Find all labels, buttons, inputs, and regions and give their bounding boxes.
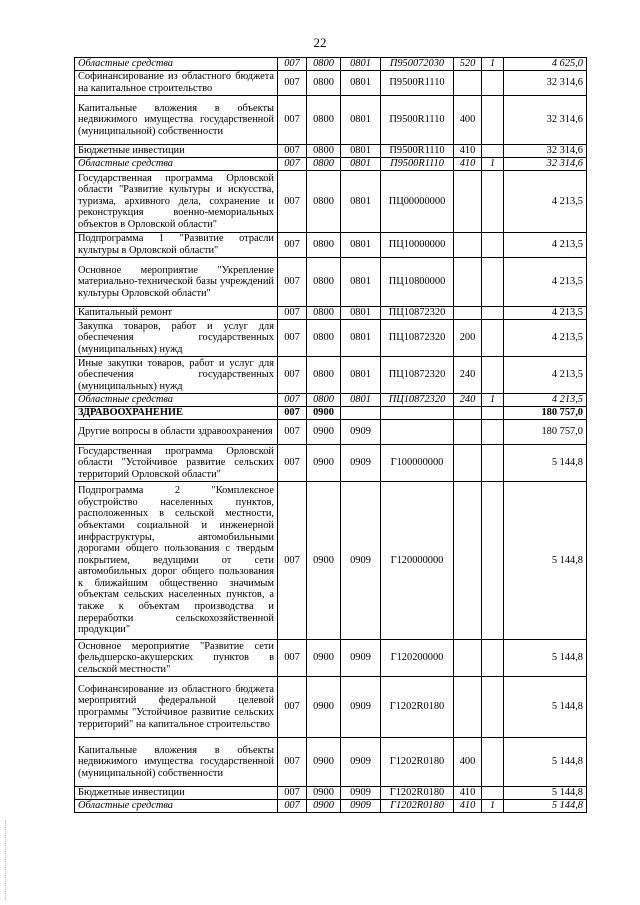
- subsection-code-cell: 0801: [341, 158, 381, 171]
- section-code-cell: 0800: [307, 58, 341, 71]
- expense-type-cell: [454, 307, 482, 320]
- subsection-code-cell: 0801: [341, 96, 381, 145]
- subsection-code-cell: 0801: [341, 58, 381, 71]
- amount-cell: 4 213,5: [504, 233, 587, 258]
- amount-cell: 4 213,5: [504, 307, 587, 320]
- row-name-cell: Закупка товаров, работ и услуг для обеспечения государственных (муниципальных) нужд: [75, 320, 278, 357]
- row-name-cell: Другие вопросы в области здравоохранения: [75, 420, 278, 445]
- amount-cell: 32 314,6: [504, 158, 587, 171]
- table-row: [75, 158, 587, 171]
- target-code-cell: П9500R1110: [381, 158, 454, 171]
- source-code-cell: [482, 320, 504, 357]
- expense-type-cell: [454, 482, 482, 640]
- subsection-code-cell: 0801: [341, 145, 381, 158]
- table-row: [75, 171, 587, 233]
- row-name-cell: Иные закупки товаров, работ и услуг для обеспечения государственных (муниципальных) нужд: [75, 357, 278, 394]
- section-code-cell: 0900: [307, 677, 341, 738]
- subsection-code-cell: 0909: [341, 800, 381, 813]
- amount-cell: 5 144,8: [504, 445, 587, 482]
- chapter-code-cell: 007: [278, 482, 307, 640]
- target-code-cell: ПЦ10800000: [381, 258, 454, 307]
- section-code-cell: 0800: [307, 233, 341, 258]
- expense-type-cell: 400: [454, 96, 482, 145]
- subsection-code-cell: 0801: [341, 71, 381, 96]
- row-name-cell: Областные средства: [75, 158, 278, 171]
- expense-type-cell: 410: [454, 787, 482, 800]
- source-code-cell: [482, 407, 504, 420]
- expense-type-cell: 200: [454, 320, 482, 357]
- expense-type-cell: 240: [454, 357, 482, 394]
- table-row: [75, 394, 587, 407]
- row-name-cell: ЗДРАВООХРАНЕНИЕ: [75, 407, 278, 420]
- target-code-cell: П950072030: [381, 58, 454, 71]
- target-code-cell: ПЦ00000000: [381, 171, 454, 233]
- table-row: [75, 258, 587, 307]
- chapter-code-cell: 007: [278, 145, 307, 158]
- section-code-cell: 0800: [307, 394, 341, 407]
- target-code-cell: [381, 420, 454, 445]
- section-code-cell: 0900: [307, 787, 341, 800]
- table-row: [75, 307, 587, 320]
- source-code-cell: [482, 71, 504, 96]
- source-code-cell: 1: [482, 158, 504, 171]
- subsection-code-cell: 0801: [341, 394, 381, 407]
- source-code-cell: [482, 738, 504, 787]
- row-name-cell: Государственная программа Орловской области "Развитие культуры и искусства, туризма, архивного дела, сохранение и реконструкция военно-мемориальных объектов в Орловской области": [75, 171, 278, 233]
- expense-type-cell: [454, 71, 482, 96]
- chapter-code-cell: 007: [278, 738, 307, 787]
- amount-cell: 5 144,8: [504, 640, 587, 677]
- target-code-cell: ПЦ10872320: [381, 394, 454, 407]
- chapter-code-cell: 007: [278, 158, 307, 171]
- row-name-cell: Капитальные вложения в объекты недвижимого имущества государственной (муниципальной) собственности: [75, 738, 278, 787]
- row-name-cell: Областные средства: [75, 58, 278, 71]
- expense-type-cell: 410: [454, 158, 482, 171]
- subsection-code-cell: 0801: [341, 320, 381, 357]
- table-row: [75, 420, 587, 445]
- row-name-cell: Софинансирование из областного бюджета мероприятий федеральной целевой программы "Устойчивое развитие сельских территорий" на капитальное строительство: [75, 677, 278, 738]
- subsection-code-cell: 0801: [341, 307, 381, 320]
- amount-cell: 4 625,0: [504, 58, 587, 71]
- table-row: [75, 407, 587, 420]
- subsection-code-cell: 0909: [341, 640, 381, 677]
- target-code-cell: Г1202R0180: [381, 738, 454, 787]
- target-code-cell: ПЦ10872320: [381, 307, 454, 320]
- source-code-cell: [482, 171, 504, 233]
- amount-cell: 180 757,0: [504, 420, 587, 445]
- amount-cell: 4 213,5: [504, 357, 587, 394]
- amount-cell: 5 144,8: [504, 677, 587, 738]
- source-code-cell: [482, 145, 504, 158]
- source-code-cell: [482, 445, 504, 482]
- subsection-code-cell: 0801: [341, 171, 381, 233]
- row-name-cell: Областные средства: [75, 394, 278, 407]
- expense-type-cell: [454, 420, 482, 445]
- source-code-cell: 1: [482, 58, 504, 71]
- amount-cell: 4 213,5: [504, 394, 587, 407]
- page-number: 22: [313, 35, 327, 50]
- table-row: [75, 800, 587, 813]
- section-code-cell: 0800: [307, 357, 341, 394]
- row-name-cell: Подпрограмма 1 "Развитие отрасли культуры в Орловской области": [75, 233, 278, 258]
- row-name-cell: Основное мероприятие "Укрепление материально-технической базы учреждений культуры Орловской области": [75, 258, 278, 307]
- expense-type-cell: 410: [454, 800, 482, 813]
- section-code-cell: 0900: [307, 482, 341, 640]
- source-code-cell: [482, 357, 504, 394]
- expense-type-cell: 400: [454, 738, 482, 787]
- amount-cell: 4 213,5: [504, 171, 587, 233]
- section-code-cell: 0900: [307, 407, 341, 420]
- expense-type-cell: [454, 445, 482, 482]
- source-code-cell: 1: [482, 800, 504, 813]
- expense-type-cell: [454, 258, 482, 307]
- target-code-cell: П9500R1110: [381, 71, 454, 96]
- chapter-code-cell: 007: [278, 394, 307, 407]
- expense-type-cell: [454, 233, 482, 258]
- table-row: [75, 445, 587, 482]
- expense-type-cell: 240: [454, 394, 482, 407]
- target-code-cell: Г120200000: [381, 640, 454, 677]
- row-name-cell: Основное мероприятие "Развитие сети фельдшерско-акушерских пунктов в сельской местности": [75, 640, 278, 677]
- section-code-cell: 0900: [307, 420, 341, 445]
- section-code-cell: 0800: [307, 307, 341, 320]
- table-row: [75, 677, 587, 738]
- target-code-cell: Г120000000: [381, 482, 454, 640]
- target-code-cell: ПЦ10872320: [381, 320, 454, 357]
- section-code-cell: 0800: [307, 158, 341, 171]
- table-row: [75, 787, 587, 800]
- target-code-cell: ПЦ10872320: [381, 357, 454, 394]
- table-row: [75, 58, 587, 71]
- amount-cell: 5 144,8: [504, 738, 587, 787]
- chapter-code-cell: 007: [278, 640, 307, 677]
- table-row: [75, 482, 587, 640]
- row-name-cell: Софинансирование из областного бюджета на капитальное строительство: [75, 71, 278, 96]
- source-code-cell: [482, 420, 504, 445]
- target-code-cell: Г1202R0180: [381, 787, 454, 800]
- row-name-cell: Капитальные вложения в объекты недвижимого имущества государственной (муниципальной) собственности: [75, 96, 278, 145]
- subsection-code-cell: 0909: [341, 677, 381, 738]
- target-code-cell: Г100000000: [381, 445, 454, 482]
- section-code-cell: 0900: [307, 800, 341, 813]
- source-code-cell: 1: [482, 394, 504, 407]
- margin-scan-marks: [5, 820, 8, 900]
- subsection-code-cell: 0909: [341, 787, 381, 800]
- amount-cell: 5 144,8: [504, 787, 587, 800]
- target-code-cell: Г1202R0180: [381, 800, 454, 813]
- section-code-cell: 0900: [307, 445, 341, 482]
- chapter-code-cell: 007: [278, 407, 307, 420]
- expense-type-cell: 520: [454, 58, 482, 71]
- chapter-code-cell: 007: [278, 58, 307, 71]
- subsection-code-cell: 0909: [341, 420, 381, 445]
- chapter-code-cell: 007: [278, 677, 307, 738]
- source-code-cell: [482, 787, 504, 800]
- expense-type-cell: 410: [454, 145, 482, 158]
- table-row: [75, 640, 587, 677]
- row-name-cell: Подпрограмма 2 "Комплексное обустройство населенных пунктов, расположенных в сельской местности, объектами социальной и инженерной инфраструктуры, автомобильными дорогами общего пользования с твердым покрытием, ведущими от сети автомобильных дорог общего пользования к ближайшим общественно значимым объектам сельских населенных пунктов, а также к объектам производства и переработки сельскохозяйственной продукции": [75, 482, 278, 640]
- section-code-cell: 0800: [307, 71, 341, 96]
- chapter-code-cell: 007: [278, 787, 307, 800]
- chapter-code-cell: 007: [278, 233, 307, 258]
- subsection-code-cell: 0801: [341, 258, 381, 307]
- subsection-code-cell: 0801: [341, 357, 381, 394]
- source-code-cell: [482, 96, 504, 145]
- chapter-code-cell: 007: [278, 320, 307, 357]
- source-code-cell: [482, 258, 504, 307]
- chapter-code-cell: 007: [278, 800, 307, 813]
- amount-cell: 32 314,6: [504, 71, 587, 96]
- table-row: [75, 320, 587, 357]
- target-code-cell: Г1202R0180: [381, 677, 454, 738]
- source-code-cell: [482, 307, 504, 320]
- amount-cell: 180 757,0: [504, 407, 587, 420]
- amount-cell: 4 213,5: [504, 320, 587, 357]
- table-row: [75, 233, 587, 258]
- chapter-code-cell: 007: [278, 357, 307, 394]
- table-row: [75, 145, 587, 158]
- source-code-cell: [482, 233, 504, 258]
- table-row: [75, 71, 587, 96]
- target-code-cell: П9500R1110: [381, 145, 454, 158]
- source-code-cell: [482, 677, 504, 738]
- table-row: [75, 738, 587, 787]
- table-row: [75, 357, 587, 394]
- row-name-cell: Областные средства: [75, 800, 278, 813]
- amount-cell: 5 144,8: [504, 482, 587, 640]
- subsection-code-cell: 0909: [341, 482, 381, 640]
- expense-type-cell: [454, 677, 482, 738]
- target-code-cell: [381, 407, 454, 420]
- amount-cell: 5 144,8: [504, 800, 587, 813]
- target-code-cell: П9500R1110: [381, 96, 454, 145]
- section-code-cell: 0800: [307, 320, 341, 357]
- row-name-cell: Бюджетные инвестиции: [75, 145, 278, 158]
- target-code-cell: ПЦ10000000: [381, 233, 454, 258]
- source-code-cell: [482, 640, 504, 677]
- row-name-cell: Бюджетные инвестиции: [75, 787, 278, 800]
- section-code-cell: 0800: [307, 145, 341, 158]
- expense-type-cell: [454, 407, 482, 420]
- row-name-cell: Капитальный ремонт: [75, 307, 278, 320]
- subsection-code-cell: 0909: [341, 738, 381, 787]
- chapter-code-cell: 007: [278, 96, 307, 145]
- chapter-code-cell: 007: [278, 258, 307, 307]
- chapter-code-cell: 007: [278, 420, 307, 445]
- chapter-code-cell: 007: [278, 171, 307, 233]
- table-row: [75, 96, 587, 145]
- expense-type-cell: [454, 171, 482, 233]
- expense-type-cell: [454, 640, 482, 677]
- section-code-cell: 0900: [307, 640, 341, 677]
- amount-cell: 32 314,6: [504, 96, 587, 145]
- amount-cell: 4 213,5: [504, 258, 587, 307]
- section-code-cell: 0900: [307, 738, 341, 787]
- chapter-code-cell: 007: [278, 307, 307, 320]
- subsection-code-cell: [341, 407, 381, 420]
- section-code-cell: 0800: [307, 96, 341, 145]
- budget-table: [74, 57, 587, 813]
- chapter-code-cell: 007: [278, 71, 307, 96]
- chapter-code-cell: 007: [278, 445, 307, 482]
- subsection-code-cell: 0909: [341, 445, 381, 482]
- source-code-cell: [482, 482, 504, 640]
- section-code-cell: 0800: [307, 258, 341, 307]
- subsection-code-cell: 0801: [341, 233, 381, 258]
- row-name-cell: Государственная программа Орловской области "Устойчивое развитие сельских территорий Орловской области": [75, 445, 278, 482]
- section-code-cell: 0800: [307, 171, 341, 233]
- amount-cell: 32 314,6: [504, 145, 587, 158]
